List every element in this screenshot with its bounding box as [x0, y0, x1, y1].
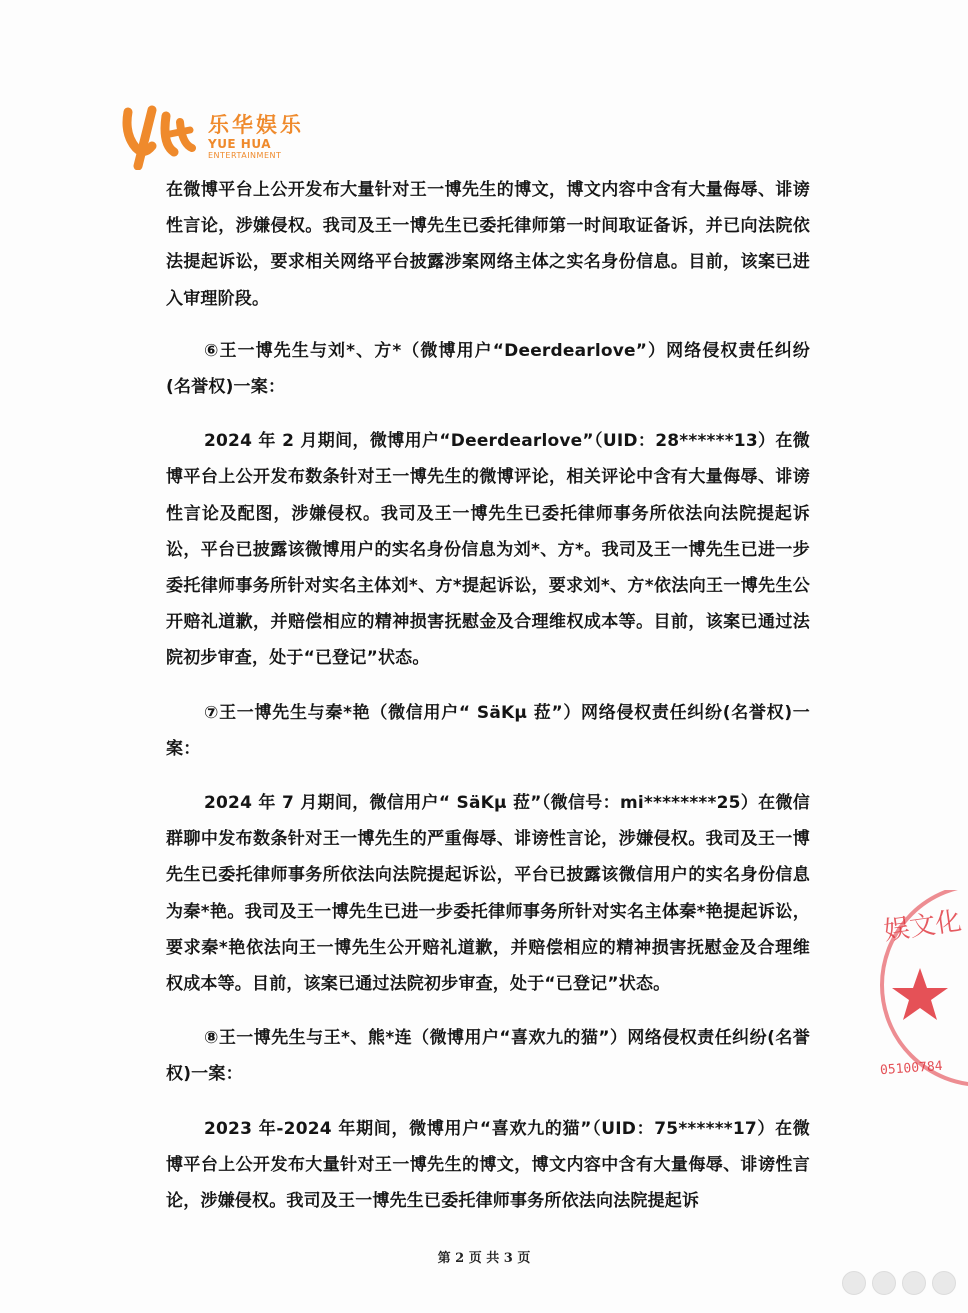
- case-6-body: 2024 年 2 月期间，微博用户“Deerdearlove”（UID：28******13）在微博平台上公开发布数条针对王一博先生的微博评论，相关评论中含有大量侮辱、诽谤性言论及配图，涉嫌侵权。我司及王一博先生已委托律师事务所依法向法院提起诉讼，平台已披露该微博用户的实名身份信息为刘*、方*。我司及王一博先生已进一步委托律师事务所针对实名主体刘*、方*提起诉讼，要求刘*、方*依法向王一博先生公开赔礼道歉，并赔偿相应的精神损害抚慰金及合理维权成本等。目前，该案已通过法院初步审查，处于“已登记”状态。: [166, 431, 810, 669]
- logo-chinese-name: 乐华娱乐: [208, 113, 304, 137]
- yuehua-logo-icon: [118, 104, 200, 170]
- case-7-heading: ⑦王一博先生与秦*艳（微信用户“ SäKμ 菈”）网络侵权责任纠纷(名誉权)一案：: [166, 702, 810, 759]
- seal-stamp-icon: [872, 890, 968, 1090]
- pagination-dot[interactable]: [902, 1271, 926, 1295]
- case-6-heading: ⑥王一博先生与刘*、方*（微博用户“Deerdearlove”）网络侵权责任纠纷(名誉权)一案：: [166, 340, 810, 398]
- seal-number: 05100784: [879, 1058, 944, 1079]
- pagination-dot[interactable]: [872, 1271, 896, 1295]
- paragraph-continued: 在微博平台上公开发布大量针对王一博先生的博文，博文内容中含有大量侮辱、诽谤性言论，涉嫌侵权。我司及王一博先生已委托律师第一时间取证备诉，并已向法院依法提起诉讼，要求相关网络平台披露涉案网络主体之实名身份信息。目前，该案已进入审理阶段。: [166, 180, 810, 309]
- document-body: [166, 172, 810, 1237]
- image-pagination: [836, 1272, 956, 1294]
- logo-english-name: YUE HUA: [208, 137, 272, 151]
- company-seal: [872, 890, 968, 1090]
- pagination-dot[interactable]: [932, 1271, 956, 1295]
- logo-wordmark: [208, 112, 304, 161]
- page-number: 第 2 页 共 3 页: [437, 1251, 531, 1266]
- logo-english-subtitle: ENTERTAINMENT: [208, 151, 282, 160]
- case-7-body: 2024 年 7 月期间，微信用户“ SäKμ 菈”（微信号：mi********25）在微信群聊中发布数条针对王一博先生的严重侮辱、诽谤性言论，涉嫌侵权。我司及王一博先生已委托律师事务所依法向法院提起诉讼，平台已披露该微信用户的实名身份信息为秦*艳。我司及王一博先生已进一步委托律师事务所针对实名主体秦*艳提起诉讼，要求秦*艳依法向王一博先生公开赔礼道歉，并赔偿相应的精神损害抚慰金及合理维权成本等。目前，该案已通过法院初步审查，处于“已登记”状态。: [166, 793, 810, 995]
- case-8-body: 2023 年-2024 年期间，微博用户“喜欢九的猫”（UID：75******17）在微博平台上公开发布大量针对王一博先生的博文，博文内容中含有大量侮辱、诽谤性言论，涉嫌侵权。我司及王一博先生已委托律师事务所依法向法院提起诉: [166, 1118, 810, 1212]
- case-8-heading: ⑧王一博先生与王*、熊*连（微博用户“喜欢九的猫”）网络侵权责任纠纷(名誉权)一案：: [166, 1028, 810, 1085]
- seal-text-top: 娱文化: [881, 906, 964, 947]
- pagination-dot[interactable]: [842, 1271, 866, 1295]
